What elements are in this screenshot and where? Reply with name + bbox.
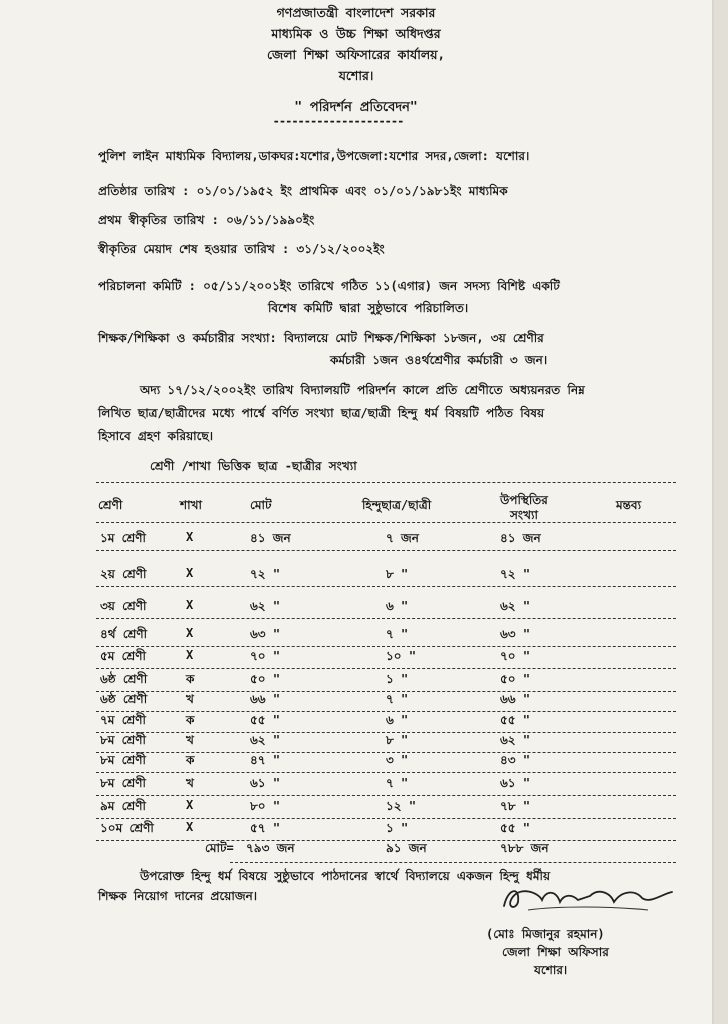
recognition-expiry-date: স্বীকৃতির মেয়াদ শেষ হওয়ার তারিখ : ৩১/১২/২০০২ইং [98, 242, 385, 256]
row-rule [96, 646, 676, 647]
row-rule [96, 668, 676, 669]
row-class: ১০ম শ্রেণী [100, 821, 154, 835]
totals-total: ৭৯৩ জন [246, 841, 295, 855]
row-rule [96, 618, 676, 619]
row-present: ৬১ " [500, 776, 531, 790]
row-present: ৪১ জন [500, 531, 541, 545]
officer-place: যশোর। [534, 963, 568, 977]
row-total: ৪৭ " [250, 753, 281, 767]
row-class: ৪র্থ শ্রেণী [100, 627, 148, 641]
row-section: X [186, 566, 194, 580]
row-present: ৭৮ " [500, 799, 531, 813]
row-section: খ [186, 733, 194, 747]
row-present: ৪৩ " [500, 753, 531, 767]
row-section: খ [186, 776, 194, 790]
row-class: ৮ম শ্রেণী [100, 733, 146, 747]
row-total: ৭০ " [250, 649, 281, 663]
table-caption: শ্রেণী /শাখা ভিত্তিক ছাত্র -ছাত্রীর সংখ্যা [150, 459, 357, 473]
government-name: গণপ্রজাতন্ত্রী বাংলাদেশ সরকার [276, 5, 436, 20]
row-hindu: ১ " [386, 672, 409, 686]
inspection-paragraph-line-1: অদ্য ১৭/১২/২০০২ইং তারিখ বিদ্যালয়টি পরিদর্শন কালে প্রতি শ্রেণীতে অধ্যয়নরত নিম্ন [140, 383, 585, 397]
totals-present: ৭৮৮ জন [500, 841, 549, 855]
table-header-rule [96, 522, 676, 523]
totals-hindu: ৯১ জন [386, 841, 427, 855]
row-present: ৫৫ " [500, 713, 531, 727]
report-title-underline: --------------------- [272, 114, 404, 128]
row-present: ৫৫ " [500, 821, 531, 835]
row-hindu: ৬ " [386, 599, 409, 613]
totals-label: মোট= [205, 841, 234, 855]
row-class: ৭ম শ্রেণী [100, 713, 146, 727]
table-top-rule [96, 482, 676, 483]
closing-line-1: উপরোক্ত হিন্দু ধর্ম বিষয়ে সুষ্ঠুভাবে পাঠদানের স্বার্থে বিদ্যালয়ে একজন হিন্দু ধর্মীয় [140, 869, 551, 883]
row-hindu: ১০ " [386, 649, 417, 663]
row-hindu: ৭ " [386, 692, 409, 706]
row-total: ৫০ " [250, 672, 281, 686]
header-total: মোট [250, 498, 272, 512]
row-total: ৫৭ " [250, 821, 281, 835]
office-location: যশোর। [338, 68, 374, 83]
committee-line-2: বিশেষ কমিটি দ্বারা সুষ্ঠুভাবে পরিচালিত। [268, 301, 469, 315]
totals-rule [230, 862, 676, 863]
row-class: ১ম শ্রেণী [100, 531, 146, 545]
row-section: ক [186, 713, 195, 727]
row-section: X [186, 798, 194, 812]
directorate-name: মাধ্যমিক ও উচ্চ শিক্ষা অধিদপ্তর [271, 26, 441, 41]
row-total: ৬১ " [250, 776, 281, 790]
staff-line-2: কর্মচারী ১জন ও৪র্থশ্রেণীর কর্মচারী ৩ জন। [330, 353, 548, 367]
row-class: ৯ম শ্রেণী [100, 799, 146, 813]
row-section: X [186, 598, 194, 612]
established-date: প্রতিষ্ঠার তারিখ : ০১/০১/১৯৫২ ইং প্রাথমিক এবং ০১/০১/১৯৮১ইং মাধ্যমিক [98, 184, 508, 198]
page-edge [714, 0, 728, 1024]
first-recognition-date: প্রথম স্বীকৃতির তারিখ : ০৬/১১/১৯৯০ইং [98, 213, 315, 227]
row-hindu: ৩ " [386, 753, 409, 767]
row-total: ৫৫ " [250, 713, 281, 727]
committee-line-1: পরিচালনা কমিটি : ০৫/১১/২০০১ইং তারিখে গঠিত ১১(এগার) জন সদস্য বিশিষ্ট একটি [98, 279, 560, 293]
row-hindu: ৭ " [386, 627, 409, 641]
row-rule [96, 550, 676, 551]
row-hindu: ১ " [386, 821, 409, 835]
row-hindu: ৭ জন [386, 531, 419, 545]
header-class: শ্রেণী [98, 498, 123, 512]
row-section: খ [186, 692, 194, 706]
row-total: ৬৬ " [250, 692, 281, 706]
officer-title: জেলা শিক্ষা অফিসার [502, 945, 609, 959]
row-total: ৬৩ " [250, 627, 281, 641]
officer-name: (মোঃ মিজানুর রহমান) [486, 927, 605, 941]
header-present-1: উপস্থিতির [500, 493, 548, 507]
row-section: X [186, 530, 194, 544]
closing-line-2: শিক্ষক নিয়োগ দানের প্রয়োজন। [98, 889, 258, 903]
row-rule [96, 586, 676, 587]
header-remarks: মন্তব্য [616, 498, 642, 512]
row-class: ২য় শ্রেণী [100, 567, 147, 581]
row-total: ৭২ " [250, 567, 281, 581]
row-total: ৪১ জন [250, 531, 291, 545]
row-hindu: ৭ " [386, 776, 409, 790]
row-section: X [186, 648, 194, 662]
row-present: ৬৩ " [500, 627, 531, 641]
office-name: জেলা শিক্ষা অফিসারের কার্যালয়, [266, 47, 446, 62]
row-section: X [186, 626, 194, 640]
row-rule [96, 818, 676, 819]
row-hindu: ১২ " [386, 799, 417, 813]
row-class: ৬ষ্ঠ শ্রেণী [100, 692, 148, 706]
row-total: ৬২ " [250, 733, 281, 747]
row-present: ৬৬ " [500, 692, 531, 706]
inspection-paragraph-line-2: লিখিত ছাত্র/ছাত্রীদের মধ্যে পার্শ্বে বর্ণিত সংখ্যা ছাত্র/ছাত্রী হিন্দু ধর্ম বিষয়টি পঠিত বিষয় [98, 406, 545, 420]
inspection-paragraph-line-3: হিসাবে গ্রহণ করিয়াছে। [98, 429, 214, 443]
row-total: ৬২ " [250, 599, 281, 613]
row-present: ৬২ " [500, 733, 531, 747]
report-title: " পরিদর্শন প্রতিবেদন" [294, 100, 418, 115]
row-section: X [186, 820, 194, 834]
header-hindu-students: হিন্দুছাত্র/ছাত্রী [362, 498, 432, 512]
row-rule [96, 772, 676, 773]
header-present-2: সংখ্যা [510, 508, 538, 522]
row-class: ৫ম শ্রেণী [100, 649, 146, 663]
row-section: ক [186, 753, 195, 767]
row-hindu: ৮ " [386, 567, 409, 581]
row-section: ক [186, 672, 195, 686]
header-section: শাখা [180, 498, 202, 512]
row-hindu: ৬ " [386, 713, 409, 727]
row-total: ৮০ " [250, 799, 281, 813]
staff-line-1: শিক্ষক/শিক্ষিকা ও কর্মচারীর সংখ্যা: বিদ্যালয়ে মোট শিক্ষক/শিক্ষিকা ১৮জন, ৩য় শ্রেণীর [98, 331, 544, 345]
letterhead [0, 2, 712, 86]
row-present: ৭০ " [500, 649, 531, 663]
row-class: ৬ষ্ঠ শ্রেণী [100, 672, 148, 686]
row-present: ৬২ " [500, 599, 531, 613]
school-address: পুলিশ লাইন মাধ্যমিক বিদ্যালয়,ডাকঘর:যশোর,উপজেলা:যশোর সদর,জেলা: যশোর। [98, 149, 530, 163]
signature-block [498, 880, 678, 920]
row-class: ৩য় শ্রেণী [100, 599, 147, 613]
row-class: ৮ম শ্রেণী [100, 776, 146, 790]
row-class: ৮ম শ্রেণী [100, 753, 146, 767]
row-present: ৫০ " [500, 672, 531, 686]
row-present: ৭২ " [500, 567, 531, 581]
handwritten-signature [498, 880, 678, 916]
row-hindu: ৮ " [386, 733, 409, 747]
row-rule [96, 795, 676, 796]
